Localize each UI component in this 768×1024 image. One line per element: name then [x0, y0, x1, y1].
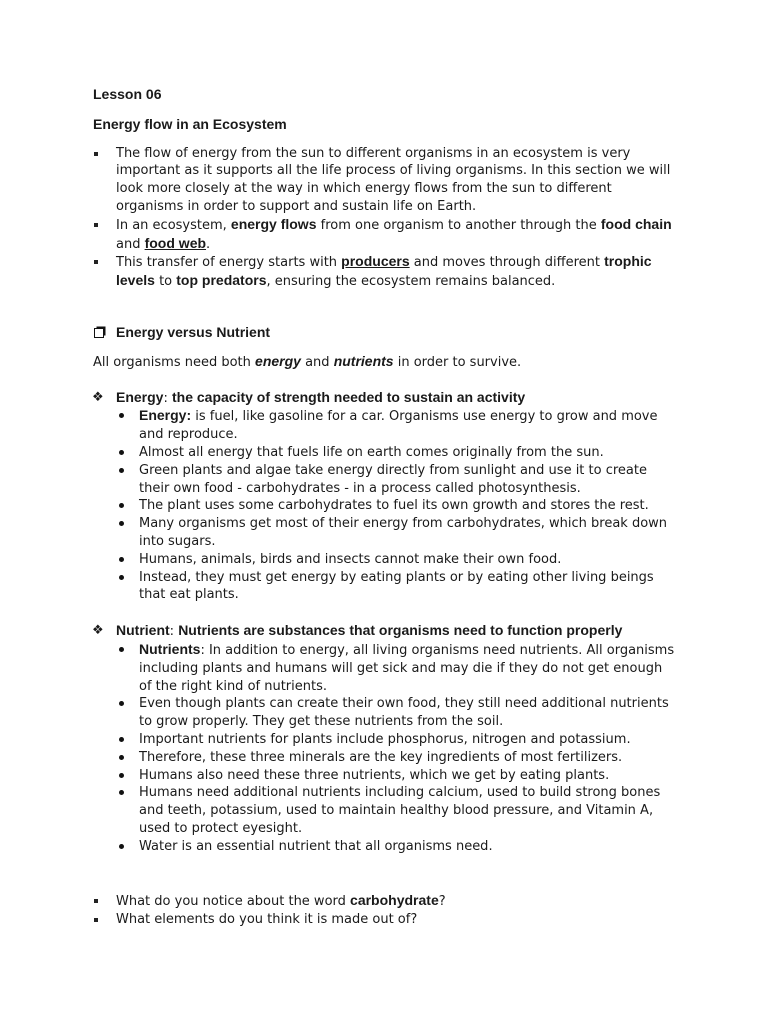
list-item: Humans need additional nutrients including calcium, used to build strong bones and teeth, potassium, used to maintain healthy blood pressure, and Vitamin A, used to protect eyesight.: [116, 784, 678, 837]
list-item: Instead, they must get energy by eating plants or by eating other living beings that eat plants.: [116, 569, 678, 605]
list-item: Energy: is fuel, like gasoline for a car. Organisms use energy to grow and move and reproduce.: [116, 407, 678, 444]
document-page: [93, 86, 678, 929]
list-item: What do you notice about the word carbohydrate?: [93, 892, 678, 911]
questions-list: [93, 892, 678, 929]
section-paragraph: All organisms need both energy and nutrients in order to survive.: [93, 352, 522, 370]
list-item: Almost all energy that fuels life on earth comes originally from the sun.: [116, 444, 678, 462]
list-item: In an ecosystem, energy flows from one organism to another through the food chain and food web.: [93, 216, 678, 254]
producers-term: producers: [341, 253, 410, 270]
list-item: Water is an essential nutrient that all organisms need.: [116, 838, 678, 856]
lesson-number: Lesson 06: [93, 86, 162, 102]
food-web-term: food web: [144, 234, 207, 251]
list-item: Many organisms get most of their energy from carbohydrates, which break down into sugars.: [116, 515, 678, 551]
list-item: Green plants and algae take energy directly from sunlight and use it to create their own food - carbohydrates - in a process called photosynthesis.: [116, 462, 678, 498]
nutrient-heading: ❖ Nutrient: Nutrients are substances that organisms need to function properly: [92, 622, 623, 640]
section-heading: Energy versus Nutrient: [93, 324, 678, 342]
list-item: Therefore, these three minerals are the key ingredients of most fertilizers.: [116, 749, 678, 767]
list-item: This transfer of energy starts with producers and moves through different trophic levels to top predators, ensuring the ecosystem remains balanced.: [93, 253, 678, 291]
list-item: Even though plants can create their own food, they still need additional nutrients to grow properly. They get these nutrients from the soil.: [116, 695, 678, 731]
intro-list: [93, 145, 678, 291]
energy-list: [116, 407, 678, 604]
list-item: Humans, animals, birds and insects cannot make their own food.: [116, 551, 678, 569]
list-item: Nutrients: In addition to energy, all living organisms need nutrients. All organisms including plants and humans will get sick and may die if they do not get enough of the right kind of nutrients.: [116, 641, 678, 695]
diamond-bullet-icon: ❖: [92, 389, 104, 405]
list-item: The flow of energy from the sun to different organisms in an ecosystem is very important as it supports all the life process of living organisms. In this section we will look more closely at the way in which energy flows from the sun to different organisms in order to support and sustain life on Earth.: [93, 145, 678, 216]
page-title: Energy flow in an Ecosystem: [93, 115, 287, 132]
nutrient-list: [116, 641, 678, 856]
list-item: Humans also need these three nutrients, which we get by eating plants.: [116, 767, 678, 785]
diamond-bullet-icon: ❖: [92, 623, 104, 639]
list-item: Important nutrients for plants include phosphorus, nitrogen and potassium.: [116, 731, 678, 749]
energy-heading: ❖ Energy: the capacity of strength needed to sustain an activity: [92, 388, 526, 406]
checkbox-bullet-icon: [94, 328, 104, 338]
list-item: The plant uses some carbohydrates to fuel its own growth and stores the rest.: [116, 497, 678, 515]
list-item: What elements do you think it is made out of?: [93, 911, 678, 929]
